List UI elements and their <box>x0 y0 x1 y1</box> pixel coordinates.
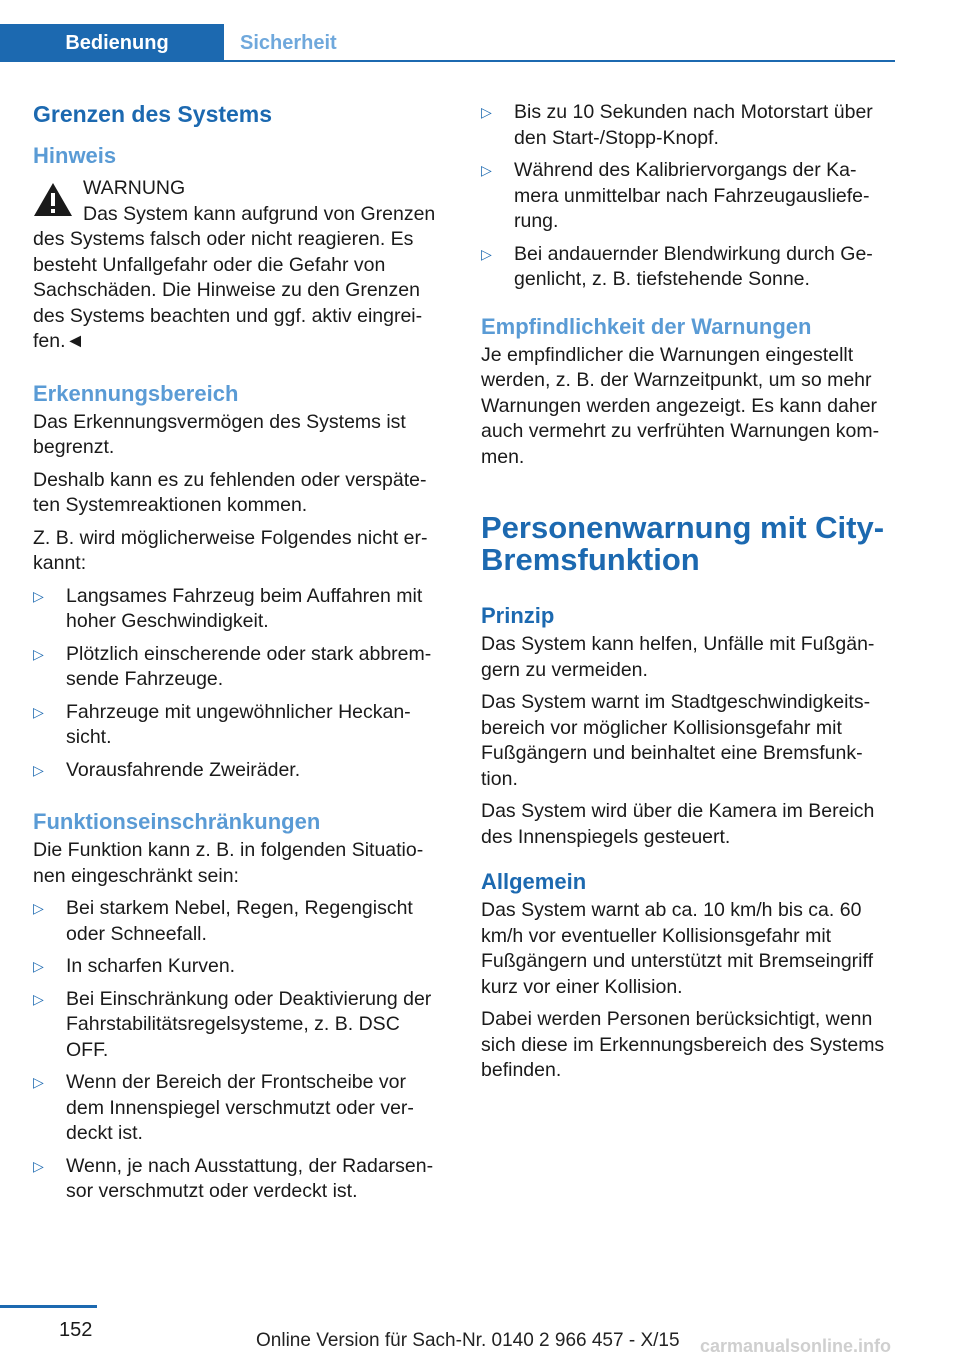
tab-underline <box>0 60 895 62</box>
triangle-bullet-icon: ▷ <box>33 703 44 720</box>
warning-text: Das System kann aufgrund von Grenzen des Systems falsch oder nicht reagieren. Es besteht Unfallgefahr oder die Gefahr von Sachschäden. Die Hinweise zu den Grenzen des Systems beachten und ggf. aktiv eingrei‐fen.◄ <box>33 202 436 352</box>
list-item <box>33 954 441 980</box>
triangle-bullet-icon: ▷ <box>481 162 492 178</box>
list-item-text: Plötzlich einscherende oder stark abbrem‐sende Fahrzeuge. <box>66 642 432 690</box>
paragraph: Die Funktion kann z. B. in folgenden Situatio‐nen eingeschränkt sein: <box>33 839 424 887</box>
triangle-bullet-icon: ▷ <box>33 958 44 974</box>
list-item <box>481 100 893 151</box>
heading-empfindlichkeit: Empfindlichkeit der Warnungen <box>481 313 812 339</box>
online-version-note: Online Version für Sach-Nr. 0140 2 966 457 - X/15 <box>256 1330 680 1351</box>
heading-erkennungsbereich: Erkennungsbereich <box>33 380 239 406</box>
list-item-text: Bei starkem Nebel, Regen, Regengischt oder Schneefall. <box>66 897 413 945</box>
list-item <box>33 987 441 1064</box>
list-item <box>33 584 441 635</box>
warning-box <box>33 176 441 355</box>
paragraph: Je empfindlicher die Warnungen eingestellt werden, z. B. der Warnzeitpunkt, um so mehr Warnungen werden angezeigt. Es kann daher auch vermehrt zu verfrühten Warnungen kom‐men. <box>481 343 880 468</box>
list-item-text: Langsames Fahrzeug beim Auffahren mit hoher Geschwindigkeit. <box>66 584 423 632</box>
list-item <box>33 1154 441 1205</box>
paragraph: Das System kann helfen, Unfälle mit Fußgän‐gern zu vermeiden. <box>481 633 875 681</box>
chapter-title-personenwarnung: Personenwarnung mit City-Bremsfunktion <box>481 510 885 577</box>
left-column <box>33 100 441 1214</box>
heading-allgemein: Allgemein <box>481 869 587 894</box>
bullet-list-erkennung <box>33 584 441 784</box>
list-item-text: Bei andauernder Blendwirkung durch Ge‐genlicht, z. B. tiefstehende Sonne. <box>514 242 873 290</box>
warning-title: WARNUNG <box>83 177 186 199</box>
paragraph: Deshalb kann es zu fehlenden oder verspäte‐ten Systemreaktionen kommen. <box>33 468 427 516</box>
list-item <box>33 1070 441 1147</box>
bullet-list-funktion <box>33 896 441 1205</box>
triangle-bullet-icon: ▷ <box>33 645 44 662</box>
list-item-text: Fahrzeuge mit ungewöhnlicher Heckan‐sicht. <box>66 700 411 748</box>
paragraph: Das System wird über die Kamera im Bereich des Innenspiegels gesteuert. <box>481 800 875 848</box>
watermark: carmanualsonline.info <box>700 1336 892 1356</box>
triangle-bullet-icon: ▷ <box>33 761 44 778</box>
triangle-bullet-icon: ▷ <box>33 990 44 1007</box>
paragraph: Dabei werden Personen berücksichtigt, wenn sich diese im Erkennungsbereich des Systems befinden. <box>481 1008 885 1081</box>
heading-funktionseinschraenkungen: Funktionseinschränkungen <box>33 809 321 834</box>
paragraph: Z. B. wird möglicherweise Folgendes nicht er‐kannt: <box>33 526 428 574</box>
triangle-bullet-icon: ▷ <box>481 245 492 262</box>
list-item <box>481 158 893 235</box>
list-item-text: Bis zu 10 Sekunden nach Motorstart über den Start-/Stopp-Knopf. <box>514 101 873 149</box>
list-item-text: Wenn der Bereich der Frontscheibe vor dem Innenspiegel verschmutzt oder ver‐deckt ist. <box>66 1071 414 1144</box>
list-item-text: Vorausfahrende Zweiräder. <box>66 758 301 781</box>
list-item <box>481 242 893 293</box>
list-item <box>33 700 441 751</box>
list-item-text: Wenn, je nach Ausstattung, der Radarsen‐sor verschmutzt oder verdeckt ist. <box>66 1154 434 1202</box>
section-title-grenzen: Grenzen des Systems <box>33 101 273 127</box>
list-item-text: In scharfen Kurven. <box>66 955 236 977</box>
paragraph: Das System warnt im Stadtgeschwindigkeits‐bereich vor möglicher Kollisionsgefahr mit Fußgängern und beinhaltet eine Bremsfunk‐tion. <box>481 691 871 790</box>
heading-hinweis: Hinweis <box>33 143 117 168</box>
bullet-list-continued <box>481 100 893 293</box>
page-number: 152 <box>59 1319 93 1341</box>
triangle-bullet-icon: ▷ <box>33 1074 44 1090</box>
list-item-text: Bei Einschränkung oder Deaktivierung der Fahrstabilitätsregelsysteme, z. B. DSC OFF. <box>66 987 432 1061</box>
tab-bedienung[interactable]: Bedienung <box>0 24 224 60</box>
paragraph: Das Erkennungsvermögen des Systems ist begrenzt. <box>33 410 406 458</box>
heading-prinzip: Prinzip <box>481 603 555 628</box>
warning-triangle-icon <box>33 182 73 217</box>
right-column <box>481 100 893 1091</box>
triangle-bullet-icon: ▷ <box>33 1157 44 1174</box>
list-item <box>33 896 441 947</box>
chapter-tabs <box>0 24 895 62</box>
tab-sicherheit[interactable]: Sicherheit <box>240 32 337 54</box>
footer-rule <box>0 1305 97 1308</box>
triangle-bullet-icon: ▷ <box>33 900 44 916</box>
triangle-bullet-icon: ▷ <box>33 587 44 604</box>
list-item <box>33 758 441 784</box>
list-item <box>33 642 441 693</box>
paragraph: Das System warnt ab ca. 10 km/h bis ca. 60 km/h vor eventueller Kollisionsgefahr mit Fußgängern und unterstützt mit Bremseingriff kurz vor einer Kollision. <box>481 899 873 998</box>
list-item-text: Während des Kalibriervorgangs der Ka‐mera unmittelbar nach Fahrzeugausliefe‐rung. <box>514 159 870 232</box>
triangle-bullet-icon: ▷ <box>481 104 492 120</box>
